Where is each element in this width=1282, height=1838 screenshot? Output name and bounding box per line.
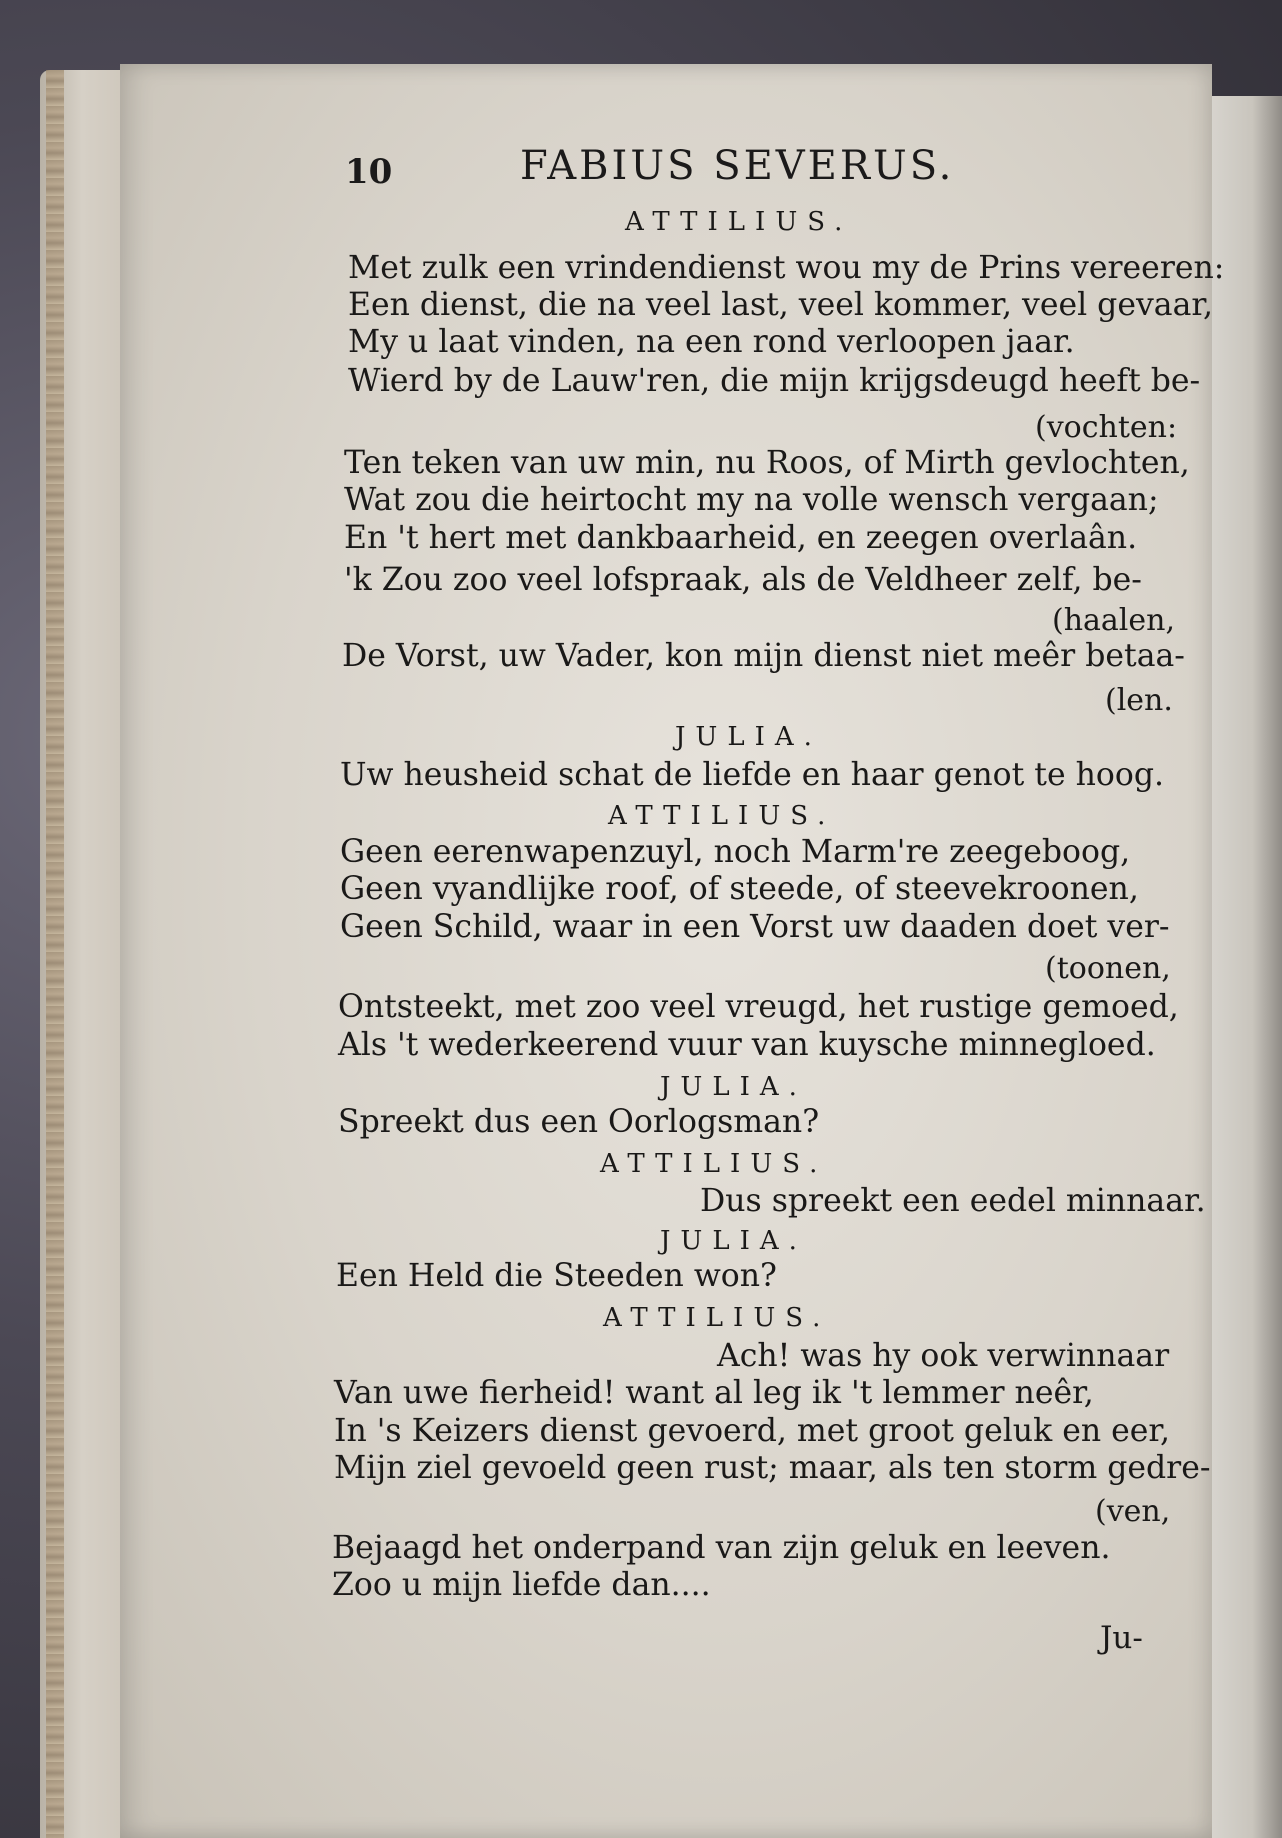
verse-line: Een dienst, die na veel last, veel kommer, veel gevaar, — [348, 287, 1213, 323]
verse-continuation: (toonen, — [1045, 951, 1171, 986]
verse-continuation: (ven, — [1095, 1494, 1171, 1529]
verse-line: Met zulk een vrindendienst wou my de Prins vereeren: — [348, 250, 1225, 286]
running-title: FABIUS SEVERUS. — [520, 143, 955, 189]
page-number: 10 — [345, 152, 393, 192]
verse-line: Geen Schild, waar in een Vorst uw daaden doet ver- — [340, 909, 1170, 945]
verse-line: Mijn ziel gevoeld geen rust; maar, als ten storm gedre- — [334, 1450, 1211, 1486]
verse-line: 'k Zou zoo veel lofspraak, als de Veldheer zelf, be- — [344, 562, 1142, 598]
speaker-heading: ATTILIUS. — [600, 1149, 828, 1179]
verse-line: My u laat vinden, na een rond verloopen jaar. — [348, 324, 1075, 360]
verse-line: In 's Keizers dienst gevoerd, met groot geluk en eer, — [334, 1413, 1171, 1449]
speaker-heading: JULIA. — [675, 722, 822, 752]
verse-half-line: Dus spreekt een eedel minnaar. — [700, 1183, 1206, 1219]
verse-line: Wierd by de Lauw'ren, die mijn krijgsdeugd heeft be- — [348, 363, 1201, 399]
verse-line: Van uwe fierheid! want al leg ik 't lemmer neêr, — [334, 1375, 1094, 1411]
verse-line: Ten teken van uw min, nu Roos, of Mirth gevlochten, — [344, 445, 1190, 481]
verse-continuation: (vochten: — [1035, 410, 1178, 445]
speaker-heading: JULIA. — [660, 1226, 807, 1256]
verse-line: En 't hert met dankbaarheid, en zeegen overlaân. — [344, 520, 1138, 556]
speaker-heading: ATTILIUS. — [625, 207, 853, 237]
speaker-heading: JULIA. — [660, 1072, 807, 1102]
verse-line: Als 't wederkeerend vuur van kuysche minnegloed. — [338, 1027, 1156, 1063]
verse-line: Ontsteekt, met zoo veel vreugd, het rustige gemoed, — [338, 989, 1179, 1025]
verse-line: Wat zou die heirtocht my na volle wensch vergaan; — [344, 482, 1159, 518]
verse-line: Geen eerenwapenzuyl, noch Marm're zeegeboog, — [340, 834, 1131, 870]
speaker-heading: ATTILIUS. — [603, 1303, 831, 1333]
speaker-heading: ATTILIUS. — [608, 801, 836, 831]
verse-line: Een Held die Steeden won? — [336, 1258, 777, 1294]
verse-line: Zoo u mijn liefde dan.... — [332, 1567, 711, 1603]
verse-line: Spreekt dus een Oorlogsman? — [338, 1104, 820, 1140]
verse-continuation: (haalen, — [1052, 603, 1176, 638]
verse-half-line: Ach! was hy ook verwinnaar — [717, 1338, 1170, 1374]
verse-line: De Vorst, uw Vader, kon mijn dienst niet meêr betaa- — [342, 638, 1185, 674]
verse-line: Geen vyandlijke roof, of steede, of steevekroonen, — [340, 871, 1139, 907]
catchword: Ju- — [1100, 1620, 1143, 1656]
verse-continuation: (len. — [1105, 683, 1173, 718]
verse-line: Bejaagd het onderpand van zijn geluk en leeven. — [332, 1530, 1111, 1566]
verse-line: Uw heusheid schat de liefde en haar genot te hoog. — [340, 757, 1165, 793]
